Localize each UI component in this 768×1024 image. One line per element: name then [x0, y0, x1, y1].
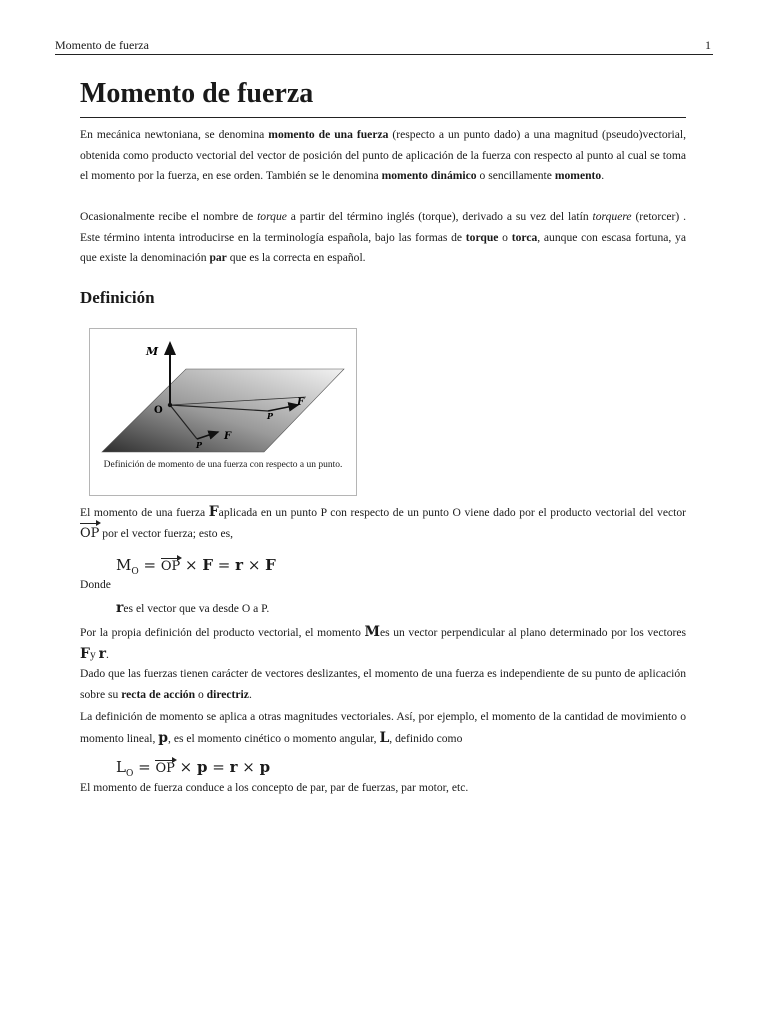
symbol-r: r — [116, 600, 124, 616]
symbol-L: L — [379, 729, 390, 746]
title-rule — [80, 117, 686, 118]
figure-moment-diagram — [89, 328, 357, 496]
label-F1: F — [297, 397, 305, 408]
equation-moment: $M_O$ = OP × F = r × F — [116, 556, 276, 577]
term-momento-de-una-fuerza: momento de una fuerza — [268, 128, 389, 141]
definition-paragraph-1: El momento de una fuerza Faplicada en un punto P con respecto de un punto O viene dado por el producto vectorial del vector OP por el vector fuerza; esto es, — [80, 502, 686, 544]
donde-label: Donde — [80, 578, 111, 591]
label-P2: P — [196, 440, 203, 450]
origin-point-O — [168, 403, 172, 407]
term-momento-dinamico: momento dinámico — [381, 169, 477, 182]
term-directriz: directriz — [206, 687, 249, 701]
label-P1: P — [267, 411, 274, 421]
symbol-OP: OP — [80, 524, 99, 545]
label-O: O — [154, 405, 163, 416]
intro-paragraph-1: En mecánica newtoniana, se denomina momento de una fuerza (respecto a un punto dado) a una magnitud (pseudo)vectorial, obtenida como producto vectorial del vector de posición del punto de aplicación de la fuerza con respecto al punto al cual se toma el momento por la fuerza, en ese orden. También se le denomina momento dinámico o sencillamente momento. — [80, 128, 686, 182]
page-title: Momento de fuerza — [80, 78, 314, 109]
symbol-F: F — [208, 504, 219, 520]
symbol-r-2: r — [98, 645, 107, 662]
symbol-p: p — [158, 729, 169, 746]
equation-angular-momentum: $L_O$ = OP × p = r × p — [116, 758, 271, 779]
label-M: M — [146, 345, 159, 358]
definition-paragraph-4: La definición de momento se aplica a otras magnitudes vectoriales. Así, por ejemplo, el momento de la cantidad de movimiento o momento lineal, p, es el momento cinético o momento angular, L, definido como — [80, 710, 686, 746]
term-par: par — [209, 251, 227, 264]
term-torque: torque — [465, 230, 499, 244]
section-heading-definicion: Definición — [80, 288, 155, 307]
term-recta-de-accion: recta de acción — [121, 687, 196, 701]
definition-paragraph-2: Por la propia definición del producto vectorial, el momento Mes un vector perpendicular al plano determinado por los vectores Fy r. — [80, 624, 687, 662]
definition-paragraph-3: Dado que las fuerzas tienen carácter de vectores deslizantes, el momento de una fuerza es independiente de su punto de aplicación sobre su recta de acción o directriz. — [80, 667, 686, 701]
term-torquere: torquere — [592, 210, 632, 223]
term-torque-italic: torque — [257, 210, 287, 223]
symbol-M: M — [364, 624, 380, 640]
term-momento: momento — [554, 169, 602, 182]
page-number: 1 — [705, 38, 711, 52]
term-torca: torca — [511, 230, 538, 244]
definition-paragraph-5: El momento de fuerza conduce a los concepto de par, par de fuerzas, par motor, etc. — [80, 781, 469, 794]
running-head-title: Momento de fuerza — [55, 38, 149, 52]
intro-paragraph-2: Ocasionalmente recibe el nombre de torque a partir del término inglés (torque), derivado a su vez del latín torquere (retorcer) . Este término intenta introducirse en la terminología española, bajo las formas de torque o torca, aunque con escasa fortuna, ya que existe la denominación par que es la correcta en español. — [80, 210, 687, 264]
r-definition: res el vector que va desde O a P. — [116, 600, 270, 616]
symbol-F-2: F — [80, 645, 90, 662]
figure-caption: Definición de momento de una fuerza con respecto a un punto. — [103, 460, 343, 470]
moment-diagram — [90, 329, 356, 459]
label-F2: F — [224, 431, 232, 442]
plane — [102, 369, 344, 452]
header-rule — [55, 54, 713, 55]
